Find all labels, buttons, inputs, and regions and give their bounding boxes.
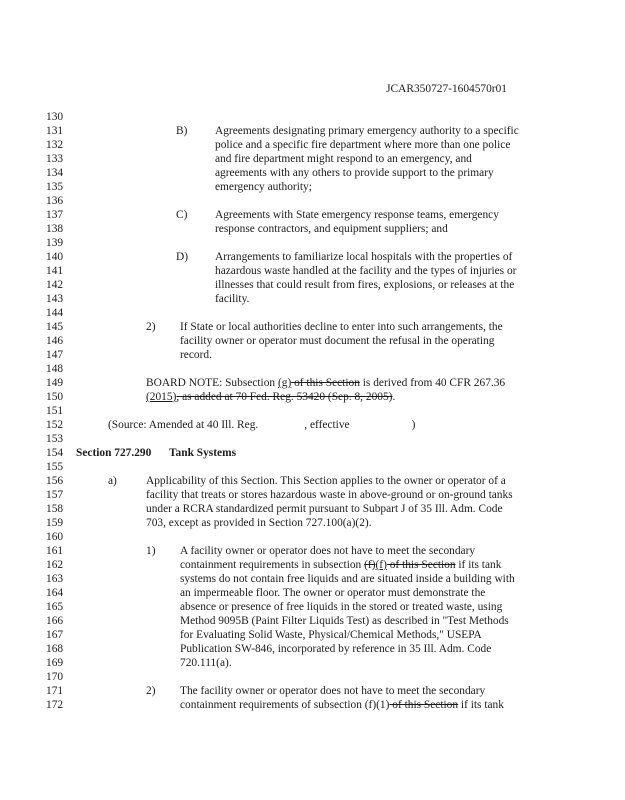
source-line <box>108 418 415 432</box>
item-label: a) <box>108 475 117 487</box>
line-number: 161 <box>46 545 64 557</box>
inserted-text: (g) <box>277 377 292 389</box>
line-number: 144 <box>46 307 64 319</box>
line-number: 131 <box>46 125 64 137</box>
line-number: 153 <box>46 433 64 445</box>
line-number: 140 <box>46 251 64 263</box>
line-number: 142 <box>46 279 64 291</box>
source-note <box>0 418 625 432</box>
line-number: 162 <box>46 559 64 571</box>
item-label: 2) <box>146 685 156 697</box>
line-number: 133 <box>46 153 64 165</box>
struck-text: of this Section <box>291 377 360 389</box>
line-number: 168 <box>46 643 64 655</box>
text-line: under a RCRA standardized permit pursuant to Subpart J of 35 Ill. Adm. Code <box>146 503 503 515</box>
text-line: hazardous waste handled at the facility and the types of injuries or <box>215 265 517 277</box>
line-number: 158 <box>46 503 64 515</box>
text-line: The facility owner or operator does not have to meet the secondary <box>180 685 486 697</box>
item-label: B) <box>176 125 188 137</box>
line-number: 132 <box>46 139 64 151</box>
line-number: 160 <box>46 531 64 543</box>
text-line: Agreements designating primary emergency authority to a specific <box>215 125 519 137</box>
text-line: agreements with any others to provide support to the primary <box>215 167 494 179</box>
line-number: 138 <box>46 223 64 235</box>
text-line: illnesses that could result from fires, explosions, or releases at the <box>215 279 515 291</box>
text-line: Method 9095B (Paint Filter Liquids Test) as described in "Test Methods <box>180 615 509 627</box>
source-text-3: ) <box>411 419 416 431</box>
line-number: 136 <box>46 195 64 207</box>
line-number: 170 <box>46 671 64 683</box>
line-number: 159 <box>46 517 64 529</box>
item-label: D) <box>176 251 189 263</box>
section-number: Section 727.290 <box>76 447 152 459</box>
text-line: an impermeable floor. The owner or operator must demonstrate the <box>180 587 486 599</box>
text-line: Publication SW-846, incorporated by reference in 35 Ill. Adm. Code <box>180 643 492 655</box>
text-line: for Evaluating Solid Waste, Physical/Chemical Methods," USEPA <box>180 629 482 641</box>
line-number: 148 <box>46 363 64 375</box>
line-number: 130 <box>46 111 64 123</box>
line-number: 163 <box>46 573 64 585</box>
line-number: 172 <box>46 699 64 711</box>
struck-text: of this Section <box>389 699 459 711</box>
source-text-2: , effective <box>304 419 350 431</box>
text-line: facility owner or operator must document the refusal in the operating <box>180 335 495 347</box>
line-number: 137 <box>46 209 64 221</box>
line-number: 143 <box>46 293 64 305</box>
line-number: 169 <box>46 657 64 669</box>
line-number: 139 <box>46 237 64 249</box>
line-number: 157 <box>46 489 64 501</box>
board-note-prefix: BOARD NOTE: Subsection <box>146 377 278 389</box>
board-note-line <box>146 390 395 404</box>
text-line: facility that treats or stores hazardous waste in above-ground or on-ground tanks <box>146 489 513 501</box>
board-note-line <box>146 376 505 390</box>
line-number: 134 <box>46 167 64 179</box>
line-number: 164 <box>46 587 64 599</box>
section-title: Tank Systems <box>169 447 236 459</box>
line-number: 156 <box>46 475 64 487</box>
text-line: Applicability of this Section. This Section applies to the owner or operator of a <box>146 475 506 487</box>
text-line: Arrangements to familiarize local hospitals with the properties of <box>215 251 513 263</box>
text-line: 703, except as provided in Section 727.100(a)(2). <box>146 517 372 529</box>
text-line: If State or local authorities decline to enter into such arrangements, the <box>180 321 503 333</box>
board-note-mid: is derived from 40 CFR 267.36 <box>359 377 506 389</box>
line-number: 155 <box>46 461 64 473</box>
text-line: police and a specific fire department where more than one police <box>215 139 511 151</box>
struck-text: , as added at 70 Fed. Reg. 53420 (Sep. 8, 2005) <box>176 391 393 403</box>
item-label: 1) <box>146 545 156 557</box>
line-number: 171 <box>46 685 64 697</box>
text-line: Agreements with State emergency response teams, emergency <box>215 209 499 221</box>
item-label: 2) <box>146 321 156 333</box>
line-number: 145 <box>46 321 64 333</box>
text-line: and fire department might respond to an emergency, and <box>215 153 472 165</box>
document-id: JCAR350727-1604570r01 <box>386 83 507 95</box>
text-line: emergency authority; <box>215 181 312 193</box>
section-heading <box>0 446 625 460</box>
text-line: systems do not contain free liquids and are situated inside a building with <box>180 573 515 585</box>
line-number: 147 <box>46 349 64 361</box>
text-line: containment requirements of subsection (f)(1) of this Section if its tank <box>180 699 504 711</box>
inserted-text: (2015) <box>146 391 177 403</box>
line-number: 141 <box>46 265 64 277</box>
line-number: 152 <box>46 419 64 431</box>
line-number: 166 <box>46 615 64 627</box>
text-line: record. <box>180 349 212 361</box>
item-label: C) <box>176 209 188 221</box>
line-number: 135 <box>46 181 64 193</box>
text-line: 720.111(a). <box>180 657 232 669</box>
line-number: 154 <box>46 447 64 459</box>
line-number: 165 <box>46 601 64 613</box>
line-number: 149 <box>46 377 64 389</box>
text-line: absence or presence of free liquids in the stored or treated waste, using <box>180 601 503 613</box>
struck-text: (f) <box>364 559 376 571</box>
line-number: 167 <box>46 629 64 641</box>
line-number: 150 <box>46 391 64 403</box>
text-line: response contractors, and equipment suppliers; and <box>215 223 448 235</box>
struck-text: of this Section <box>386 559 456 571</box>
line-number: 151 <box>46 405 64 417</box>
text-line: containment requirements in subsection (f)(f) of this Section if its tank <box>180 559 502 571</box>
inserted-text: (f) <box>375 559 387 571</box>
line-number: 146 <box>46 335 64 347</box>
source-text-1: (Source: Amended at 40 Ill. Reg. <box>108 419 259 431</box>
text-line: facility. <box>215 293 250 305</box>
text-line: A facility owner or operator does not have to meet the secondary <box>180 545 476 557</box>
board-note-end: . <box>392 391 396 403</box>
